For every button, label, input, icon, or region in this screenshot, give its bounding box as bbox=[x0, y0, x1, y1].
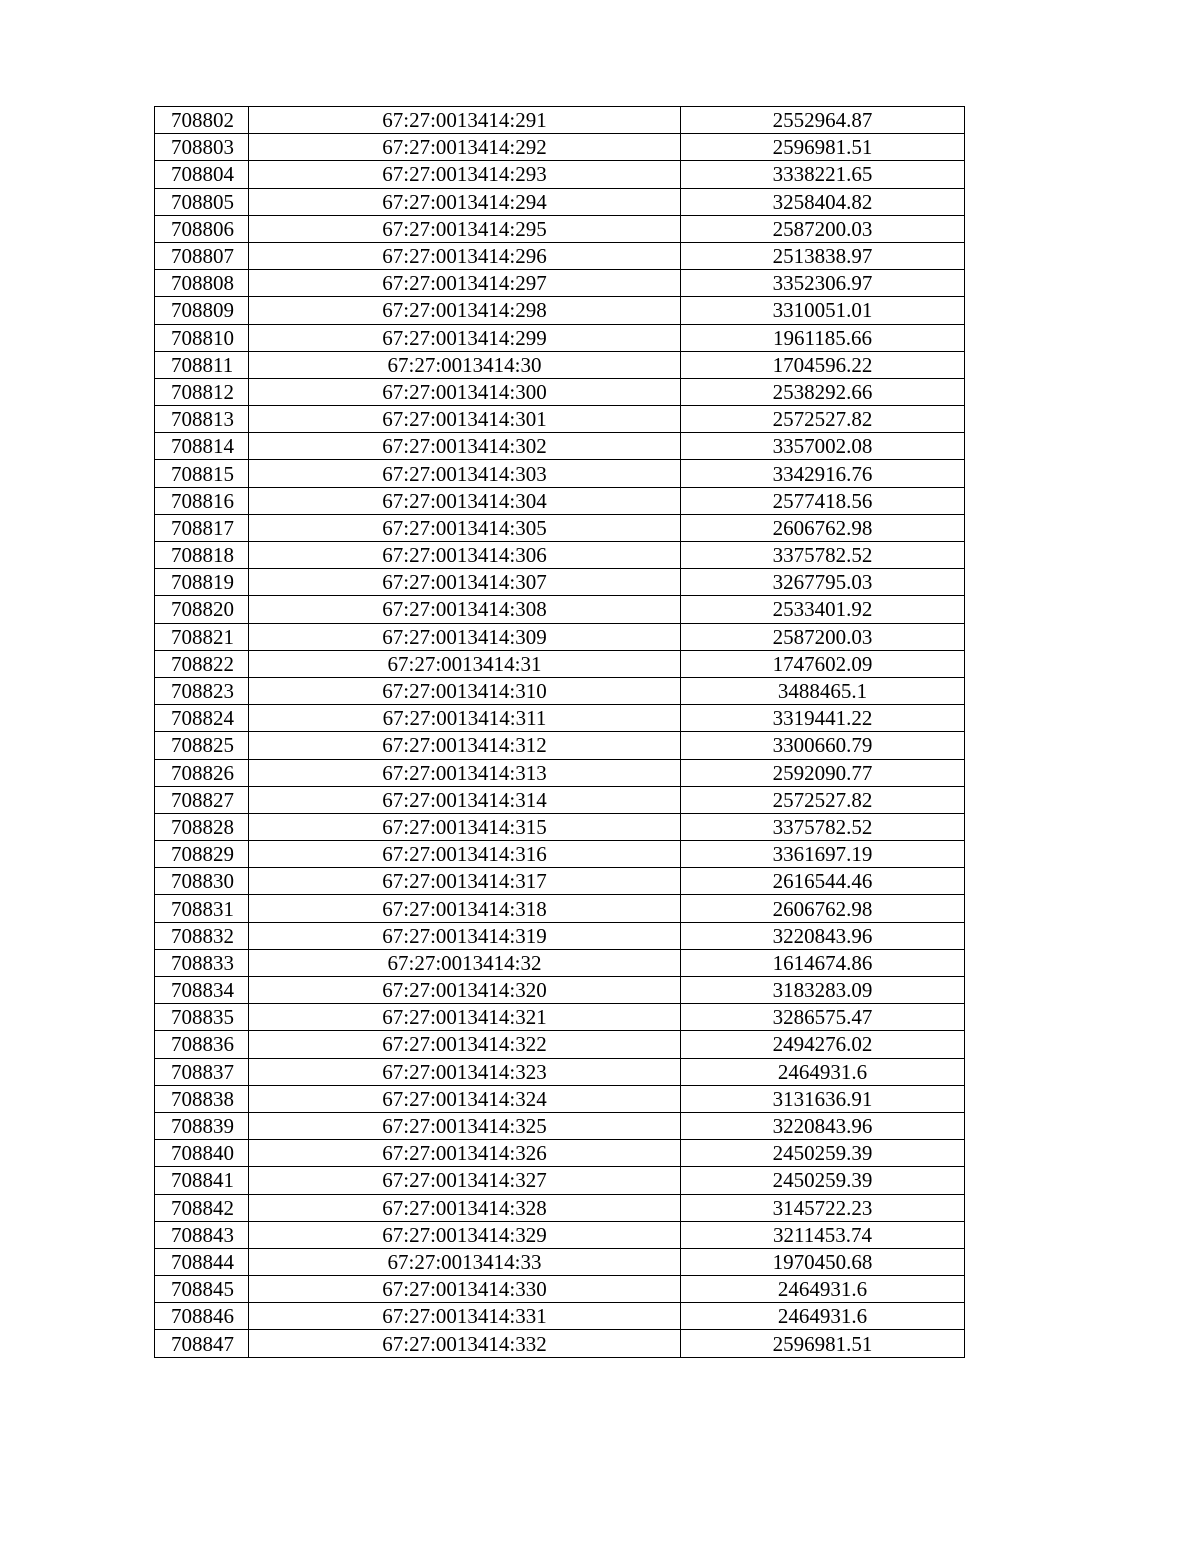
row-number-cell: 708824 bbox=[155, 705, 249, 732]
table-row bbox=[155, 786, 965, 813]
table-row bbox=[155, 949, 965, 976]
table-row bbox=[155, 569, 965, 596]
table-row bbox=[155, 732, 965, 759]
cadastral-value-cell: 1747602.09 bbox=[681, 650, 965, 677]
table-row bbox=[155, 378, 965, 405]
cadastral-number-cell: 67:27:0013414:302 bbox=[249, 433, 681, 460]
row-number-cell: 708812 bbox=[155, 378, 249, 405]
row-number-cell: 708837 bbox=[155, 1058, 249, 1085]
cadastral-number-cell: 67:27:0013414:317 bbox=[249, 868, 681, 895]
cadastral-value-cell: 1704596.22 bbox=[681, 351, 965, 378]
cadastral-number-cell: 67:27:0013414:315 bbox=[249, 813, 681, 840]
row-number-cell: 708843 bbox=[155, 1221, 249, 1248]
row-number-cell: 708826 bbox=[155, 759, 249, 786]
cadastral-number-cell: 67:27:0013414:292 bbox=[249, 134, 681, 161]
table-row bbox=[155, 977, 965, 1004]
cadastral-value-cell: 2450259.39 bbox=[681, 1167, 965, 1194]
row-number-cell: 708827 bbox=[155, 786, 249, 813]
row-number-cell: 708840 bbox=[155, 1140, 249, 1167]
row-number-cell: 708844 bbox=[155, 1248, 249, 1275]
cadastral-value-cell: 2606762.98 bbox=[681, 514, 965, 541]
cadastral-number-cell: 67:27:0013414:327 bbox=[249, 1167, 681, 1194]
cadastral-number-cell: 67:27:0013414:308 bbox=[249, 596, 681, 623]
row-number-cell: 708834 bbox=[155, 977, 249, 1004]
cadastral-number-cell: 67:27:0013414:307 bbox=[249, 569, 681, 596]
cadastral-number-cell: 67:27:0013414:309 bbox=[249, 623, 681, 650]
row-number-cell: 708814 bbox=[155, 433, 249, 460]
cadastral-number-cell: 67:27:0013414:299 bbox=[249, 324, 681, 351]
table-row bbox=[155, 1221, 965, 1248]
table-row bbox=[155, 188, 965, 215]
table-row bbox=[155, 1058, 965, 1085]
table-row bbox=[155, 705, 965, 732]
cadastral-number-cell: 67:27:0013414:297 bbox=[249, 270, 681, 297]
cadastral-value-cell: 3488465.1 bbox=[681, 677, 965, 704]
cadastral-number-cell: 67:27:0013414:306 bbox=[249, 542, 681, 569]
cadastral-value-cell: 3220843.96 bbox=[681, 922, 965, 949]
cadastral-value-cell: 2450259.39 bbox=[681, 1140, 965, 1167]
table-row bbox=[155, 1194, 965, 1221]
table-row bbox=[155, 1031, 965, 1058]
table-row bbox=[155, 922, 965, 949]
table-row bbox=[155, 215, 965, 242]
row-number-cell: 708815 bbox=[155, 460, 249, 487]
row-number-cell: 708828 bbox=[155, 813, 249, 840]
cadastral-value-cell: 3183283.09 bbox=[681, 977, 965, 1004]
cadastral-value-cell: 2596981.51 bbox=[681, 1330, 965, 1357]
cadastral-number-cell: 67:27:0013414:323 bbox=[249, 1058, 681, 1085]
row-number-cell: 708817 bbox=[155, 514, 249, 541]
row-number-cell: 708820 bbox=[155, 596, 249, 623]
table-row bbox=[155, 868, 965, 895]
cadastral-number-cell: 67:27:0013414:319 bbox=[249, 922, 681, 949]
row-number-cell: 708835 bbox=[155, 1004, 249, 1031]
cadastral-number-cell: 67:27:0013414:330 bbox=[249, 1276, 681, 1303]
cadastral-number-cell: 67:27:0013414:326 bbox=[249, 1140, 681, 1167]
table-row bbox=[155, 895, 965, 922]
cadastral-number-cell: 67:27:0013414:32 bbox=[249, 949, 681, 976]
cadastral-number-cell: 67:27:0013414:320 bbox=[249, 977, 681, 1004]
cadastral-number-cell: 67:27:0013414:325 bbox=[249, 1112, 681, 1139]
cadastral-value-cell: 3338221.65 bbox=[681, 161, 965, 188]
cadastral-value-table bbox=[154, 106, 965, 1358]
row-number-cell: 708822 bbox=[155, 650, 249, 677]
cadastral-value-cell: 3267795.03 bbox=[681, 569, 965, 596]
table-row bbox=[155, 1004, 965, 1031]
table-row bbox=[155, 650, 965, 677]
row-number-cell: 708839 bbox=[155, 1112, 249, 1139]
cadastral-value-cell: 3300660.79 bbox=[681, 732, 965, 759]
row-number-cell: 708823 bbox=[155, 677, 249, 704]
cadastral-value-cell: 3375782.52 bbox=[681, 813, 965, 840]
cadastral-value-cell: 2577418.56 bbox=[681, 487, 965, 514]
cadastral-value-cell: 2596981.51 bbox=[681, 134, 965, 161]
cadastral-value-cell: 3357002.08 bbox=[681, 433, 965, 460]
table-row bbox=[155, 460, 965, 487]
cadastral-value-cell: 3342916.76 bbox=[681, 460, 965, 487]
cadastral-number-cell: 67:27:0013414:301 bbox=[249, 406, 681, 433]
table-row bbox=[155, 759, 965, 786]
cadastral-number-cell: 67:27:0013414:304 bbox=[249, 487, 681, 514]
cadastral-value-cell: 2552964.87 bbox=[681, 107, 965, 134]
cadastral-number-cell: 67:27:0013414:33 bbox=[249, 1248, 681, 1275]
table-row bbox=[155, 406, 965, 433]
cadastral-value-cell: 2513838.97 bbox=[681, 242, 965, 269]
row-number-cell: 708830 bbox=[155, 868, 249, 895]
row-number-cell: 708809 bbox=[155, 297, 249, 324]
cadastral-number-cell: 67:27:0013414:298 bbox=[249, 297, 681, 324]
table-row bbox=[155, 351, 965, 378]
row-number-cell: 708841 bbox=[155, 1167, 249, 1194]
row-number-cell: 708811 bbox=[155, 351, 249, 378]
row-number-cell: 708818 bbox=[155, 542, 249, 569]
row-number-cell: 708847 bbox=[155, 1330, 249, 1357]
row-number-cell: 708832 bbox=[155, 922, 249, 949]
table-row bbox=[155, 297, 965, 324]
cadastral-number-cell: 67:27:0013414:293 bbox=[249, 161, 681, 188]
table-row bbox=[155, 1140, 965, 1167]
cadastral-value-cell: 3258404.82 bbox=[681, 188, 965, 215]
cadastral-number-cell: 67:27:0013414:291 bbox=[249, 107, 681, 134]
row-number-cell: 708808 bbox=[155, 270, 249, 297]
row-number-cell: 708821 bbox=[155, 623, 249, 650]
table-row bbox=[155, 514, 965, 541]
cadastral-number-cell: 67:27:0013414:321 bbox=[249, 1004, 681, 1031]
row-number-cell: 708833 bbox=[155, 949, 249, 976]
cadastral-number-cell: 67:27:0013414:314 bbox=[249, 786, 681, 813]
cadastral-number-cell: 67:27:0013414:316 bbox=[249, 841, 681, 868]
table-row bbox=[155, 161, 965, 188]
cadastral-number-cell: 67:27:0013414:300 bbox=[249, 378, 681, 405]
table-row bbox=[155, 1303, 965, 1330]
cadastral-value-cell: 2494276.02 bbox=[681, 1031, 965, 1058]
cadastral-value-cell: 2572527.82 bbox=[681, 786, 965, 813]
cadastral-value-cell: 1614674.86 bbox=[681, 949, 965, 976]
row-number-cell: 708803 bbox=[155, 134, 249, 161]
cadastral-value-cell: 3310051.01 bbox=[681, 297, 965, 324]
table-row bbox=[155, 1276, 965, 1303]
row-number-cell: 708836 bbox=[155, 1031, 249, 1058]
cadastral-number-cell: 67:27:0013414:318 bbox=[249, 895, 681, 922]
table-row bbox=[155, 270, 965, 297]
cadastral-value-cell: 3211453.74 bbox=[681, 1221, 965, 1248]
row-number-cell: 708842 bbox=[155, 1194, 249, 1221]
table-row bbox=[155, 813, 965, 840]
cadastral-number-cell: 67:27:0013414:332 bbox=[249, 1330, 681, 1357]
cadastral-value-cell: 1970450.68 bbox=[681, 1248, 965, 1275]
row-number-cell: 708810 bbox=[155, 324, 249, 351]
row-number-cell: 708838 bbox=[155, 1085, 249, 1112]
table-row bbox=[155, 242, 965, 269]
cadastral-number-cell: 67:27:0013414:31 bbox=[249, 650, 681, 677]
table-row bbox=[155, 134, 965, 161]
cadastral-value-cell: 3220843.96 bbox=[681, 1112, 965, 1139]
cadastral-number-cell: 67:27:0013414:311 bbox=[249, 705, 681, 732]
table-row bbox=[155, 487, 965, 514]
cadastral-number-cell: 67:27:0013414:296 bbox=[249, 242, 681, 269]
row-number-cell: 708829 bbox=[155, 841, 249, 868]
cadastral-number-cell: 67:27:0013414:322 bbox=[249, 1031, 681, 1058]
table-row bbox=[155, 677, 965, 704]
table-row bbox=[155, 324, 965, 351]
cadastral-value-cell: 2464931.6 bbox=[681, 1303, 965, 1330]
cadastral-value-cell: 2533401.92 bbox=[681, 596, 965, 623]
table-row bbox=[155, 1112, 965, 1139]
cadastral-number-cell: 67:27:0013414:312 bbox=[249, 732, 681, 759]
cadastral-value-cell: 3286575.47 bbox=[681, 1004, 965, 1031]
table-body bbox=[155, 107, 965, 1358]
cadastral-value-cell: 2464931.6 bbox=[681, 1058, 965, 1085]
cadastral-value-cell: 2587200.03 bbox=[681, 623, 965, 650]
row-number-cell: 708846 bbox=[155, 1303, 249, 1330]
row-number-cell: 708825 bbox=[155, 732, 249, 759]
table-row bbox=[155, 542, 965, 569]
table-row bbox=[155, 623, 965, 650]
table-row bbox=[155, 1330, 965, 1357]
cadastral-value-cell: 2572527.82 bbox=[681, 406, 965, 433]
table-row bbox=[155, 107, 965, 134]
cadastral-number-cell: 67:27:0013414:328 bbox=[249, 1194, 681, 1221]
cadastral-value-cell: 3319441.22 bbox=[681, 705, 965, 732]
table-row bbox=[155, 841, 965, 868]
row-number-cell: 708845 bbox=[155, 1276, 249, 1303]
cadastral-number-cell: 67:27:0013414:313 bbox=[249, 759, 681, 786]
cadastral-value-cell: 3375782.52 bbox=[681, 542, 965, 569]
cadastral-number-cell: 67:27:0013414:305 bbox=[249, 514, 681, 541]
table-row bbox=[155, 1167, 965, 1194]
cadastral-number-cell: 67:27:0013414:303 bbox=[249, 460, 681, 487]
cadastral-number-cell: 67:27:0013414:30 bbox=[249, 351, 681, 378]
cadastral-value-cell: 2538292.66 bbox=[681, 378, 965, 405]
cadastral-value-cell: 3352306.97 bbox=[681, 270, 965, 297]
cadastral-value-cell: 3361697.19 bbox=[681, 841, 965, 868]
cadastral-value-cell: 2587200.03 bbox=[681, 215, 965, 242]
cadastral-value-cell: 3131636.91 bbox=[681, 1085, 965, 1112]
cadastral-number-cell: 67:27:0013414:310 bbox=[249, 677, 681, 704]
row-number-cell: 708807 bbox=[155, 242, 249, 269]
table-row bbox=[155, 1085, 965, 1112]
cadastral-value-cell: 2606762.98 bbox=[681, 895, 965, 922]
cadastral-value-cell: 3145722.23 bbox=[681, 1194, 965, 1221]
row-number-cell: 708802 bbox=[155, 107, 249, 134]
table-row bbox=[155, 433, 965, 460]
cadastral-number-cell: 67:27:0013414:294 bbox=[249, 188, 681, 215]
cadastral-value-cell: 1961185.66 bbox=[681, 324, 965, 351]
cadastral-number-cell: 67:27:0013414:324 bbox=[249, 1085, 681, 1112]
table-row bbox=[155, 1248, 965, 1275]
row-number-cell: 708804 bbox=[155, 161, 249, 188]
cadastral-number-cell: 67:27:0013414:295 bbox=[249, 215, 681, 242]
table-row bbox=[155, 596, 965, 623]
row-number-cell: 708805 bbox=[155, 188, 249, 215]
cadastral-number-cell: 67:27:0013414:329 bbox=[249, 1221, 681, 1248]
cadastral-value-cell: 2616544.46 bbox=[681, 868, 965, 895]
row-number-cell: 708813 bbox=[155, 406, 249, 433]
row-number-cell: 708819 bbox=[155, 569, 249, 596]
cadastral-value-cell: 2464931.6 bbox=[681, 1276, 965, 1303]
cadastral-number-cell: 67:27:0013414:331 bbox=[249, 1303, 681, 1330]
row-number-cell: 708806 bbox=[155, 215, 249, 242]
row-number-cell: 708816 bbox=[155, 487, 249, 514]
row-number-cell: 708831 bbox=[155, 895, 249, 922]
cadastral-value-cell: 2592090.77 bbox=[681, 759, 965, 786]
